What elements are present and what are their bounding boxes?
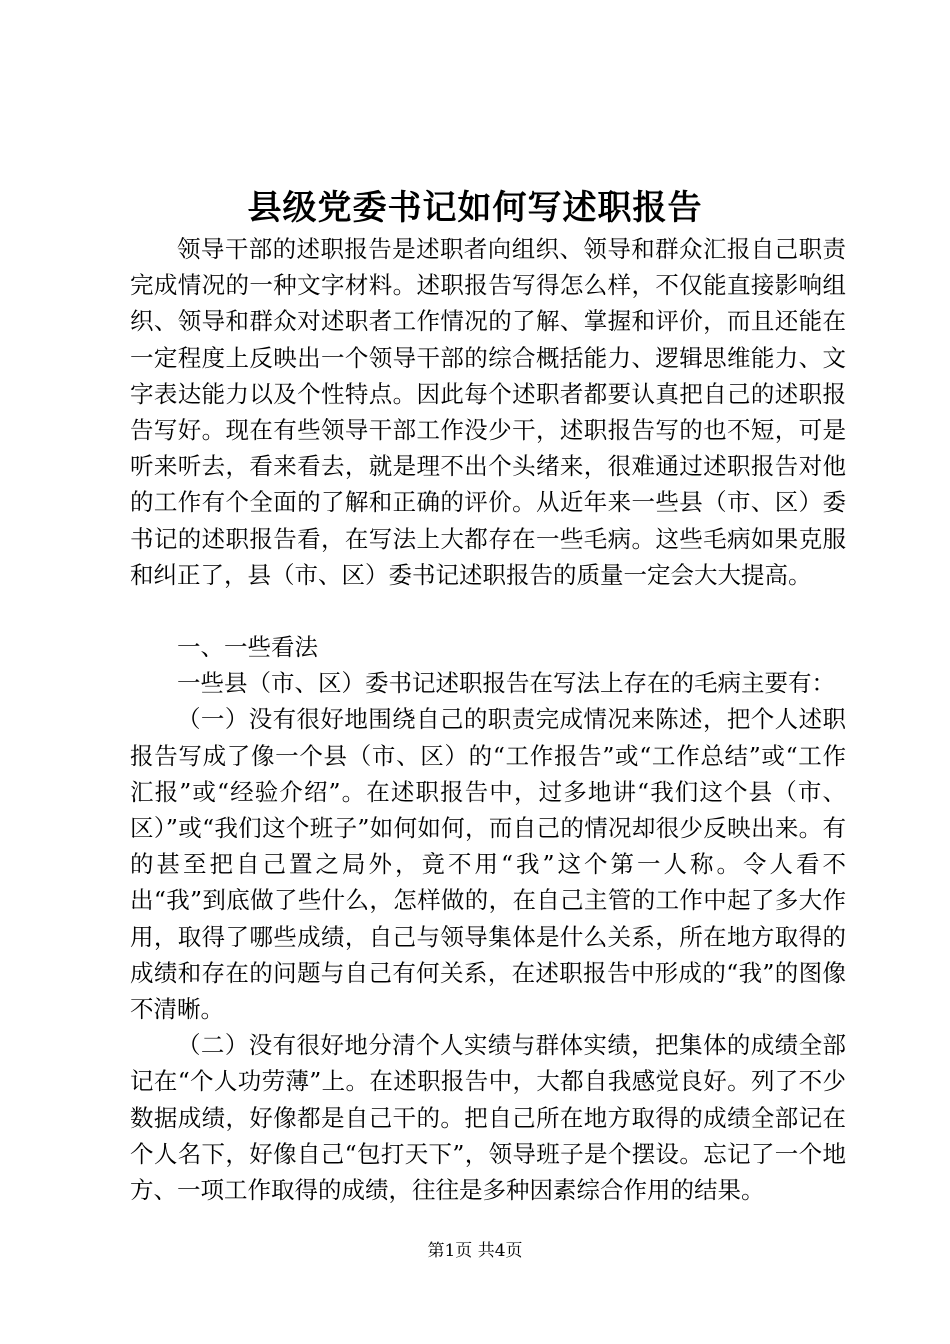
body-paragraph: （二）没有很好地分清个人实绩与群体实绩，把集体的成绩全部记在“个人功劳薄”上。在述职报告中，大都自我感觉良好。列了不少数据成绩，好像都是自己干的。把自己所在地方取得的成绩全部记在个人名下，好像自己“包打天下”，领导班子是个摆设。忘记了一个地方、一项工作取得的成绩，往往是多种因素综合作用的结果。: [130, 1031, 846, 1205]
section-heading: 一、一些看法: [177, 633, 318, 662]
intro-paragraph: 领导干部的述职报告是述职者向组织、领导和群众汇报自己职责完成情况的一种文字材料。述职报告写得怎么样，不仅能直接影响组织、领导和群众对述职者工作情况的了解、掌握和评价，而且还能在一定程度上反映出一个领导干部的综合概括能力、逻辑思维能力、文字表达能力以及个性特点。因此每个述职者都要认真把自己的述职报告写好。现在有些领导干部工作没少干，述职报告写的也不短，可是听来听去，看来看去，就是理不出个头绪来，很难通过述职报告对他的工作有个全面的了解和正确的评价。从近年来一些县（市、区）委书记的述职报告看，在写法上大都存在一些毛病。这些毛病如果克服和纠正了，县（市、区）委书记述职报告的质量一定会大大提高。: [130, 235, 846, 589]
body-paragraph: 一些县（市、区）委书记述职报告在写法上存在的毛病主要有：: [177, 669, 835, 698]
page-footer: 第1页 共4页: [427, 1241, 523, 1261]
document-body: [130, 231, 846, 1208]
document-title: 县级党委书记如何写述职报告: [247, 188, 703, 228]
body-paragraph: （一）没有很好地围绕自己的职责完成情况来陈述，把个人述职报告写成了像一个县（市、区）的“工作报告”或“工作总结”或“工作汇报”或“经验介绍”。在述职报告中，过多地讲“我们这个县（市、区）”或“我们这个班子”如何如何，而自己的情况却很少反映出来。有的甚至把自己置之局外，竟不用“我”这个第一人称。令人看不出“我”到底做了些什么，怎样做的，在自己主管的工作中起了多大作用，取得了哪些成绩，自己与领导集体是什么关系，所在地方取得的成绩和存在的问题与自己有何关系，在述职报告中形成的“我”的图像不清晰。: [130, 705, 846, 1024]
